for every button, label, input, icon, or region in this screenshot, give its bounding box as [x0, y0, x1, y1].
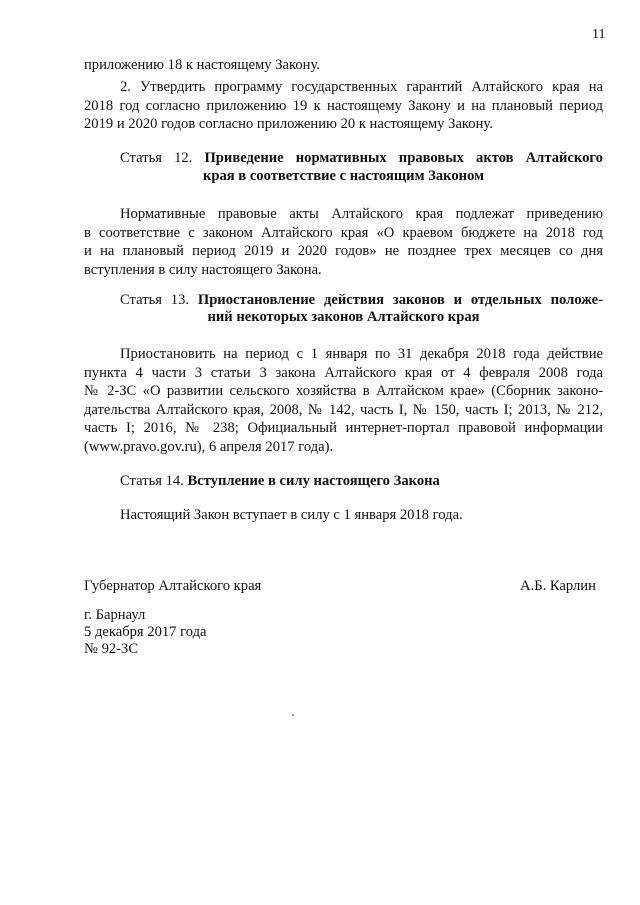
- article13-title-part1: Приостановление действия законов и отдельных положе-: [197, 292, 603, 308]
- article13-body-line4: дательства Алтайского края, 2008, № 142, часть I, № 150, часть I; 2013, № 212,: [84, 402, 603, 418]
- signature-city: г. Барнаул: [84, 607, 146, 623]
- scan-speck: [292, 714, 294, 716]
- article13-body-line3: № 2-ЗС «О развитии сельского хозяйства в Алтайском крае» (Сборник законо-: [84, 383, 603, 399]
- para1-line1: приложению 18 к настоящему Закону.: [84, 57, 320, 73]
- article12-title-part1: Приведение нормативных правовых актов Алтайского: [204, 150, 603, 166]
- signature-number: № 92-ЗС: [84, 641, 139, 657]
- para1-line2: 2. Утвердить программу государственных гарантий Алтайского края на: [120, 79, 603, 95]
- article14-body: Настоящий Закон вступает в силу с 1 января 2018 года.: [120, 507, 463, 523]
- article13-body-line5: часть I; 2016, № 238; Официальный интернет-портал правовой информации: [84, 420, 603, 436]
- page-number: 11: [592, 27, 606, 42]
- signature-date: 5 декабря 2017 года: [84, 624, 207, 640]
- para1-line3: 2018 год согласно приложению 19 к настоящему Закону и на плановый период: [84, 98, 603, 114]
- article12-body-line4: вступления в силу настоящего Закона.: [84, 262, 322, 278]
- article13-body-line6: (www.pravo.gov.ru), 6 апреля 2017 года).: [84, 439, 334, 455]
- article12-body-line2: в соответствие с законом Алтайского края «О краевом бюджете на 2018 год: [84, 225, 603, 241]
- signature-name: А.Б. Карлин: [520, 578, 596, 594]
- para1-line4: 2019 и 2020 годов согласно приложению 20 к настоящему Закону.: [84, 116, 493, 132]
- article12-body-line1: Нормативные правовые акты Алтайского края подлежат приведению: [120, 206, 603, 222]
- article12-body-line3: и на плановый период 2019 и 2020 годов» не позднее трех месяцев со дня: [84, 243, 603, 259]
- article12-title-part2: края в соответствие с настоящим Законом: [202, 168, 485, 184]
- article13-label: Статья 13.: [120, 292, 190, 308]
- article14-title: Вступление в силу настоящего Закона: [187, 473, 440, 489]
- article12-label: Статья 12.: [120, 150, 193, 166]
- article13-body-line1: Приостановить на период с 1 января по 31 декабря 2018 года действие: [120, 346, 603, 362]
- signature-position: Губернатор Алтайского края: [84, 578, 262, 594]
- article14-label: Статья 14.: [120, 473, 184, 489]
- article14-heading: [120, 473, 440, 490]
- article13-body-line2: пункта 4 части 3 статьи 3 закона Алтайского края от 4 февраля 2008 года: [84, 365, 603, 381]
- article13-title-part2: ний некоторых законов Алтайского края: [207, 309, 480, 325]
